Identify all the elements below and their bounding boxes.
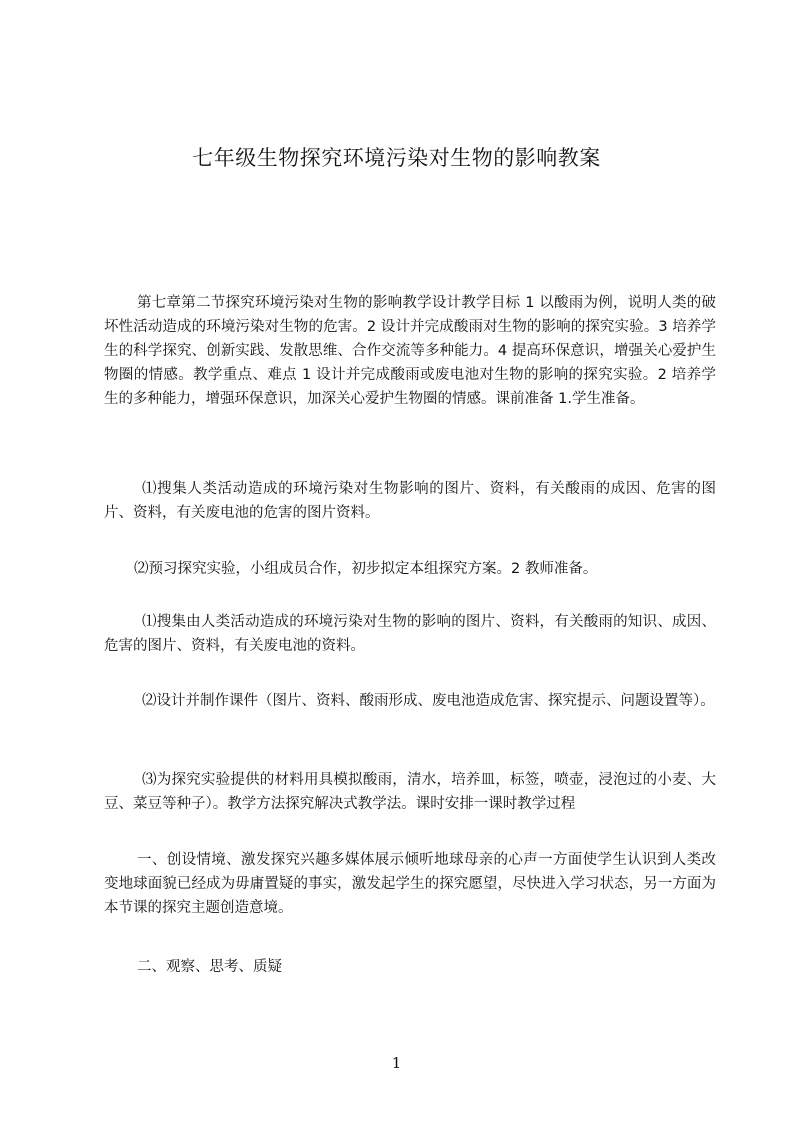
paragraph-section-one: 一、创设情境、激发探究兴趣多媒体展示倾听地球母亲的心声一方面使学生认识到人类改变地球面貌已经成为毋庸置疑的事实，激发起学生的探究愿望，尽快进入学习状态，另一方面为本节课的探究主题创造意境。 — [104, 852, 716, 916]
paragraph-section-two: 二、观察、思考、质疑 — [137, 959, 282, 975]
page-number: 1 — [391, 1054, 402, 1072]
paragraph-teacher-prep-1: ⑴搜集由人类活动造成的环境污染对生物的影响的图片、资料，有关酸雨的知识、成因、危害的图片、资料，有关废电池的资料。 — [104, 614, 716, 654]
paragraph-teaching-goals: 第七章第二节探究环境污染对生物的影响教学设计教学目标 1 以酸雨为例，说明人类的破坏性活动造成的环境污染对生物的危害。2 设计并完成酸雨对生物的影响的探究实验。3 培养学生的科学探究、创新实践、发散思维、合作交流等多种能力。4 提高环保意识，增强关心爱护生物圈的情感。教学重点、难点 1 设计并完成酸雨或废电池对生物的影响的探究实验。2 培养学生的多种能力，增强环保意识，加深关心爱护生物圈的情感。课前准备 1.学生准备。 — [104, 295, 716, 407]
document-title: 七年级生物探究环境污染对生物的影响教案 — [192, 146, 601, 170]
paragraph-student-prep-2: ⑵预习探究实验，小组成员合作，初步拟定本组探究方案。2 教师准备。 — [134, 561, 598, 577]
paragraph-student-prep-1: ⑴搜集人类活动造成的环境污染对生物影响的图片、资料，有关酸雨的成因、危害的图片、资料，有关废电池的危害的图片资料。 — [104, 481, 716, 521]
paragraph-teacher-prep-2: ⑵设计并制作课件（图片、资料、酸雨形成、废电池造成危害、探究提示、问题设置等）。 — [142, 693, 715, 709]
paragraph-teacher-prep-3: ⑶为探究实验提供的材料用具模拟酸雨，清水，培养皿，标签，喷壶，浸泡过的小麦、大豆、菜豆等种子）。教学方法探究解决式教学法。课时安排一课时教学过程 — [104, 772, 716, 812]
